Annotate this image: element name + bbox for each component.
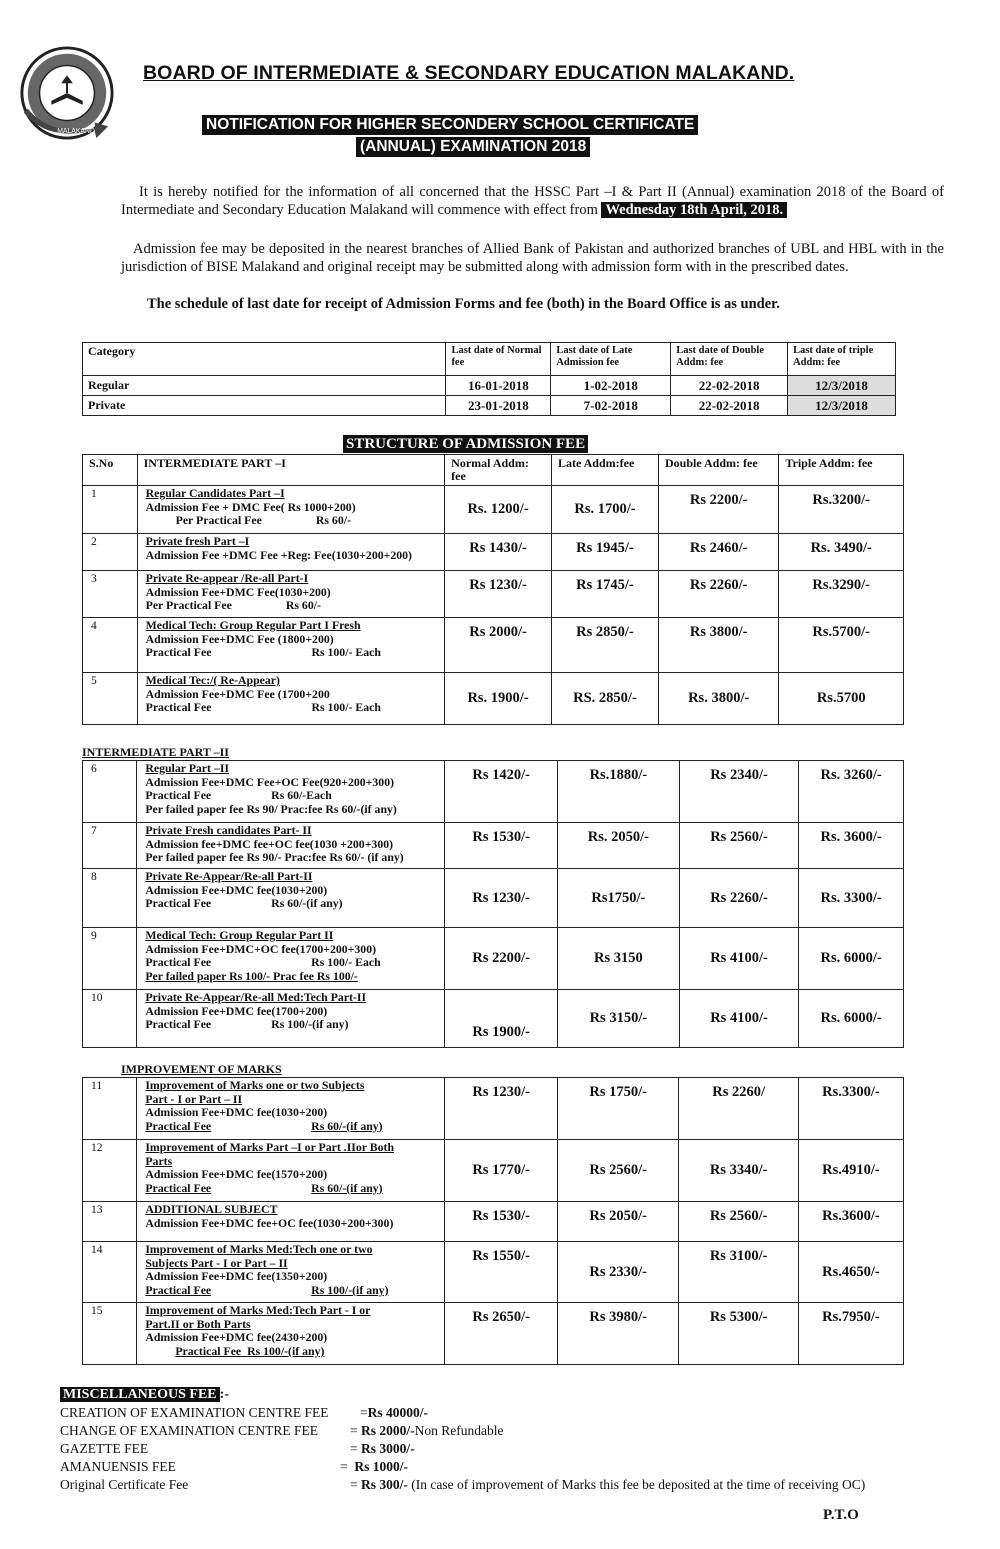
fee-normal: Rs 1230/- (445, 869, 558, 928)
row-sno: 8 (83, 869, 137, 928)
fee-triple: Rs.3290/- (779, 571, 904, 618)
schedule-date: 1-02-2018 (551, 376, 671, 396)
row-practical-label: Practical Fee (145, 788, 212, 803)
row-line: Admission Fee +DMC Fee +Reg: Fee(1030+200+200) (145, 547, 412, 562)
fee-late: Rs. 2050/- (558, 823, 680, 869)
fee-triple: Rs.5700 (779, 673, 904, 725)
row-description (137, 869, 445, 928)
misc-value: = Rs 3000/- (350, 1441, 415, 1456)
pto-marker: P.T.O (823, 1507, 859, 1523)
schedule-header-normal: Last date of Normal fee (446, 343, 551, 376)
fee-normal: Rs 2200/- (445, 928, 558, 990)
part2-label: INTERMEDIATE PART –II (82, 745, 229, 759)
row-sno: 1 (83, 486, 138, 534)
fee-double: Rs 4100/- (679, 928, 798, 990)
row-description (137, 1140, 445, 1202)
row-title: Regular Candidates Part –I (145, 486, 285, 500)
fee-triple: Rs.4910/- (798, 1140, 903, 1202)
row-line: Admission Fee+DMC fee(1570+200) (145, 1167, 328, 1182)
header-part: INTERMEDIATE PART –I (137, 455, 445, 486)
row-practical-label: Practical Fee (145, 1282, 212, 1297)
row-title-cont: Parts (145, 1153, 173, 1168)
fee-triple: Rs.3200/- (779, 486, 904, 534)
notification-title-line2: (ANNUAL) EXAMINATION 2018 (356, 137, 590, 157)
fee-triple: Rs.7950/- (798, 1303, 903, 1365)
misc-value: = Rs 300/- (In case of improvement of Marks this fee be deposited at the time of receiving OC) (350, 1477, 866, 1492)
header-double: Double Addm: fee (658, 455, 778, 486)
part3-label: IMPROVEMENT OF MARKS (121, 1062, 282, 1076)
row-sno: 6 (83, 761, 137, 823)
fee-header-row (83, 455, 904, 486)
header-late: Late Addm:fee (551, 455, 658, 486)
row-title: Private Fresh candidates Part- II (145, 823, 312, 837)
row-practical-label: Practical Fee (145, 645, 212, 660)
schedule-date: 12/3/2018 (788, 396, 896, 416)
structure-heading: STRUCTURE OF ADMISSION FEE (343, 435, 588, 453)
fee-double: Rs 2260/- (679, 869, 798, 928)
fee-normal: Rs 1530/- (445, 823, 558, 869)
fee-double: Rs 2560/- (679, 1202, 798, 1242)
schedule-date: 22-02-2018 (671, 376, 788, 396)
fee-row-15 (83, 1303, 904, 1365)
schedule-category: Private (83, 396, 446, 416)
schedule-header-triple: Last date of triple Addm: fee (788, 343, 896, 376)
fee-late: Rs 3150/- (558, 990, 680, 1048)
misc-label: CREATION OF EXAMINATION CENTRE FEE (60, 1405, 329, 1420)
fee-row-1 (83, 486, 904, 534)
row-sno: 4 (83, 618, 138, 673)
schedule-date: 16-01-2018 (446, 376, 551, 396)
schedule-date: 7-02-2018 (551, 396, 671, 416)
row-failed-paper: Per failed paper fee Rs 90/- Prac:fee Rs 60/- (if any) (145, 850, 404, 865)
row-line: Admission Fee+DMC fee(2430+200) (145, 1330, 328, 1345)
misc-item (60, 1422, 960, 1440)
row-title: Improvement of Marks Med:Tech one or two (145, 1242, 373, 1256)
misc-heading: MISCELLANEOUS FEE :- (60, 1387, 229, 1403)
fee-normal: Rs 1230/- (445, 571, 552, 618)
row-title: Private Re-appear /Re-all Part-I (145, 571, 309, 585)
fee-double: Rs 2560/- (679, 823, 798, 869)
row-sno: 9 (83, 928, 137, 990)
misc-label: CHANGE OF EXAMINATION CENTRE FEE (60, 1423, 318, 1438)
misc-value: = Rs 1000/- (340, 1459, 408, 1474)
row-description (137, 928, 445, 990)
misc-item (60, 1476, 960, 1494)
row-practical-fee: Rs 100/- Each (311, 955, 381, 970)
row-title: ADDITIONAL SUBJECT (145, 1202, 278, 1216)
fee-late: Rs 2050/- (558, 1202, 679, 1242)
row-line: Admission Fee+DMC fee+OC fee(1030+200+300) (145, 1215, 394, 1230)
row-practical-label: Practical Fee (145, 955, 212, 970)
row-practical-label: Practical Fee (175, 1343, 242, 1358)
row-practical-label: Practical Fee (145, 700, 212, 715)
row-practical-fee: Rs 60/- (315, 513, 351, 528)
row-practical-fee: Rs 60/-(if any) (271, 896, 343, 911)
row-description (137, 618, 445, 673)
fee-triple: Rs. 6000/- (799, 990, 904, 1048)
fee-normal: Rs 1430/- (445, 534, 552, 571)
fee-late: Rs 1750/- (558, 1078, 679, 1140)
row-practical-fee: Rs 60/-(if any) (311, 1180, 383, 1195)
fee-normal: Rs 1420/- (445, 761, 558, 823)
row-line: Admission Fee+DMC fee(1350+200) (145, 1269, 328, 1284)
misc-value: =Rs 40000/- (360, 1405, 428, 1420)
row-sno: 13 (83, 1202, 137, 1242)
fee-row-7 (83, 823, 904, 869)
row-description (137, 673, 445, 725)
board-title: BOARD OF INTERMEDIATE & SECONDARY EDUCATION MALAKAND. (143, 62, 795, 84)
row-description (137, 823, 445, 869)
row-line: Admission Fee+DMC Fee (1800+200) (145, 631, 334, 646)
fee-normal: Rs 1770/- (445, 1140, 558, 1202)
row-description (137, 1242, 445, 1303)
fee-late: Rs.1880/- (558, 761, 680, 823)
row-description (137, 1202, 445, 1242)
row-line: Admission fee+DMC fee+OC fee(1030 +200+300) (145, 836, 394, 851)
row-title: Private fresh Part –I (145, 534, 250, 548)
row-description (137, 990, 445, 1048)
row-sno: 10 (83, 990, 137, 1048)
schedule-date: 22-02-2018 (671, 396, 788, 416)
fee-row-14 (83, 1242, 904, 1303)
fee-table-part1 (82, 454, 904, 725)
fee-triple: Rs.3600/- (798, 1202, 903, 1242)
row-description (137, 571, 445, 618)
row-description (137, 486, 445, 534)
fee-triple: Rs.5700/- (779, 618, 904, 673)
fee-triple: Rs. 3260/- (799, 761, 904, 823)
fee-late: Rs 1745/- (551, 571, 658, 618)
intro-text: It is hereby notified for the information of all concerned that the HSSC Part –I & Part II (Annual) examination 2018 of the Board of Intermediate and Secondary Education Malakand will commence with effect from (121, 184, 944, 218)
row-sno: 11 (83, 1078, 137, 1140)
fee-late: RS. 2850/- (551, 673, 658, 725)
row-practical-label: Per Practical Fee (145, 598, 232, 613)
row-sno: 5 (83, 673, 138, 725)
row-practical-fee: Rs 60/-Each (271, 788, 332, 803)
row-sno: 7 (83, 823, 137, 869)
row-title: Medical Tech: Group Regular Part II (145, 928, 334, 942)
misc-value: = Rs 2000/-Non Refundable (350, 1423, 504, 1438)
row-description (137, 534, 445, 571)
fee-double: Rs 3800/- (658, 618, 778, 673)
misc-label: AMANUENSIS FEE (60, 1459, 176, 1474)
fee-triple: Rs.4650/- (798, 1242, 903, 1303)
row-practical-fee: Rs 100/-(if any) (311, 1282, 389, 1297)
notification-title-line1: NOTIFICATION FOR HIGHER SECONDERY SCHOOL CERTIFICATE (202, 115, 698, 135)
row-line: Admission Fee+DMC fee(1700+200) (145, 1003, 328, 1018)
fee-normal: Rs. 1900/- (445, 673, 552, 725)
fee-normal: Rs 2650/- (445, 1303, 558, 1365)
row-title-cont: Part - I or Part – II (145, 1091, 243, 1106)
row-sno: 2 (83, 534, 138, 571)
row-title: Improvement of Marks Part –I or Part .IIor Both (145, 1140, 395, 1154)
misc-item (60, 1404, 960, 1422)
schedule-table (82, 342, 896, 416)
row-practical-fee: Rs 60/-(if any) (311, 1118, 383, 1133)
row-practical-fee: Rs 100/-(if any) (271, 1017, 349, 1032)
row-sno: 15 (83, 1303, 137, 1365)
schedule-date: 23-01-2018 (446, 396, 551, 416)
row-line: Admission Fee+DMC fee(1030+200) (145, 1105, 328, 1120)
misc-label: Original Certificate Fee (60, 1477, 189, 1492)
fee-table-improvement (82, 1077, 904, 1365)
fee-row-13 (83, 1202, 904, 1242)
row-title: Medical Tec:/( Re-Appear) (145, 673, 280, 687)
intro-paragraph (121, 183, 944, 219)
misc-label: GAZETTE FEE (60, 1441, 149, 1456)
fee-double: Rs 2200/- (658, 486, 778, 534)
row-line: Admission Fee+DMC Fee+OC Fee(920+200+300) (145, 774, 395, 789)
fee-double: Rs 2460/- (658, 534, 778, 571)
fee-triple: Rs. 3490/- (779, 534, 904, 571)
fee-normal: Rs 1550/- (445, 1242, 558, 1303)
fee-normal: Rs. 1200/- (445, 486, 552, 534)
misc-fee-list (60, 1404, 960, 1494)
fee-late: Rs 3150 (558, 928, 680, 990)
header-triple: Triple Addm: fee (779, 455, 904, 486)
fee-double: Rs 3100/- (679, 1242, 798, 1303)
fee-triple: Rs. 3300/- (799, 869, 904, 928)
row-title: Private Re-Appear/Re-all Part-II (145, 869, 313, 883)
header-sno: S.No (83, 455, 138, 486)
row-title: Private Re-Appear/Re-all Med:Tech Part-II (145, 990, 367, 1004)
row-title: Improvement of Marks Med:Tech Part - I or (145, 1303, 371, 1317)
fee-normal: Rs 1900/- (445, 990, 558, 1048)
row-description (137, 1078, 445, 1140)
row-sno: 3 (83, 571, 138, 618)
fee-row-2 (83, 534, 904, 571)
row-title: Medical Tech: Group Regular Part I Fresh (145, 618, 361, 632)
row-line: Admission Fee+DMC Fee(1030+200) (145, 584, 331, 599)
row-line: Admission Fee+DMC+OC fee(1700+200+300) (145, 941, 377, 956)
fee-late: Rs 3980/- (558, 1303, 679, 1365)
fee-row-9 (83, 928, 904, 990)
header-normal: Normal Addm: fee (445, 455, 552, 486)
fee-normal: Rs 1530/- (445, 1202, 558, 1242)
row-practical-fee: Rs 60/- (285, 598, 321, 613)
row-sno: 14 (83, 1242, 137, 1303)
fee-late: Rs 1945/- (551, 534, 658, 571)
row-practical-fee: Rs 100/-(if any) (247, 1343, 325, 1358)
fee-double: Rs 3340/- (679, 1140, 798, 1202)
fee-deposit-paragraph: Admission fee may be deposited in the nearest branches of Allied Bank of Pakistan and authorized branches of UBL and HBL with in the jurisdiction of BISE Malakand and original receipt may be submitted along with admission form with in the prescribed dates. (121, 241, 944, 275)
row-practical-label: Practical Fee (145, 896, 212, 911)
schedule-header-late: Last date of Late Admission fee (551, 343, 671, 376)
fee-row-4 (83, 618, 904, 673)
schedule-date: 12/3/2018 (788, 376, 896, 396)
fee-double: Rs 2260/ (679, 1078, 798, 1140)
fee-late: Rs 2560/- (558, 1140, 679, 1202)
row-title-cont: Part.II or Both Parts (145, 1316, 251, 1331)
row-practical-fee: Rs 100/- Each (311, 700, 381, 715)
fee-late: Rs. 1700/- (551, 486, 658, 534)
fee-row-12 (83, 1140, 904, 1202)
row-practical-label: Practical Fee (145, 1017, 212, 1032)
fee-row-10 (83, 990, 904, 1048)
fee-triple: Rs. 6000/- (799, 928, 904, 990)
schedule-category: Regular (83, 376, 446, 396)
schedule-heading: The schedule of last date for receipt of Admission Forms and fee (both) in the Board Office is as under. (147, 296, 780, 312)
row-failed-paper: Per failed paper fee Rs 90/ Prac:fee Rs 60/-(if any) (145, 801, 397, 816)
fee-triple: Rs.3300/- (798, 1078, 903, 1140)
schedule-header-category: Category (83, 343, 446, 376)
fee-triple: Rs. 3600/- (799, 823, 904, 869)
row-sno: 12 (83, 1140, 137, 1202)
row-title-cont: Subjects Part - I or Part – II (145, 1255, 288, 1270)
row-title: Improvement of Marks one or two Subjects (145, 1078, 365, 1092)
schedule-header-row (83, 343, 896, 376)
exam-start-date: Wednesday 18th April, 2018. (601, 202, 787, 218)
row-line: Admission Fee+DMC fee(1030+200) (145, 882, 328, 897)
board-seal-logo (18, 44, 116, 142)
row-practical-label: Per Practical Fee (175, 513, 262, 528)
fee-row-6 (83, 761, 904, 823)
row-line: Admission Fee+DMC Fee (1700+200 (145, 686, 330, 701)
fee-row-5 (83, 673, 904, 725)
row-practical-fee: Rs 100/- Each (311, 645, 381, 660)
fee-double: Rs 2340/- (679, 761, 798, 823)
row-failed-paper: Per failed paper Rs 100/- Prac fee Rs 100/- (145, 968, 358, 983)
row-description (137, 761, 445, 823)
fee-row-11 (83, 1078, 904, 1140)
row-description (137, 1303, 445, 1365)
fee-late: Rs 2330/- (558, 1242, 679, 1303)
fee-double: Rs 5300/- (679, 1303, 798, 1365)
logo-bottom-text: MALAKAND (57, 128, 95, 136)
fee-double: Rs 4100/- (679, 990, 798, 1048)
fee-late: Rs 2850/- (551, 618, 658, 673)
schedule-row-private (83, 396, 896, 416)
schedule-header-double: Last date of Double Addm: fee (671, 343, 788, 376)
misc-item (60, 1458, 960, 1476)
fee-row-8 (83, 869, 904, 928)
row-practical-label: Practical Fee (145, 1118, 212, 1133)
fee-normal: Rs 2000/- (445, 618, 552, 673)
row-line: Admission Fee + DMC Fee( Rs 1000+200) (145, 499, 356, 514)
schedule-row-regular (83, 376, 896, 396)
fee-row-3 (83, 571, 904, 618)
fee-table-part2 (82, 760, 904, 1048)
fee-double: Rs. 3800/- (658, 673, 778, 725)
fee-normal: Rs 1230/- (445, 1078, 558, 1140)
fee-late: Rs1750/- (558, 869, 680, 928)
row-practical-label: Practical Fee (145, 1180, 212, 1195)
misc-item (60, 1440, 960, 1458)
fee-double: Rs 2260/- (658, 571, 778, 618)
row-title: Regular Part –II (145, 761, 230, 775)
